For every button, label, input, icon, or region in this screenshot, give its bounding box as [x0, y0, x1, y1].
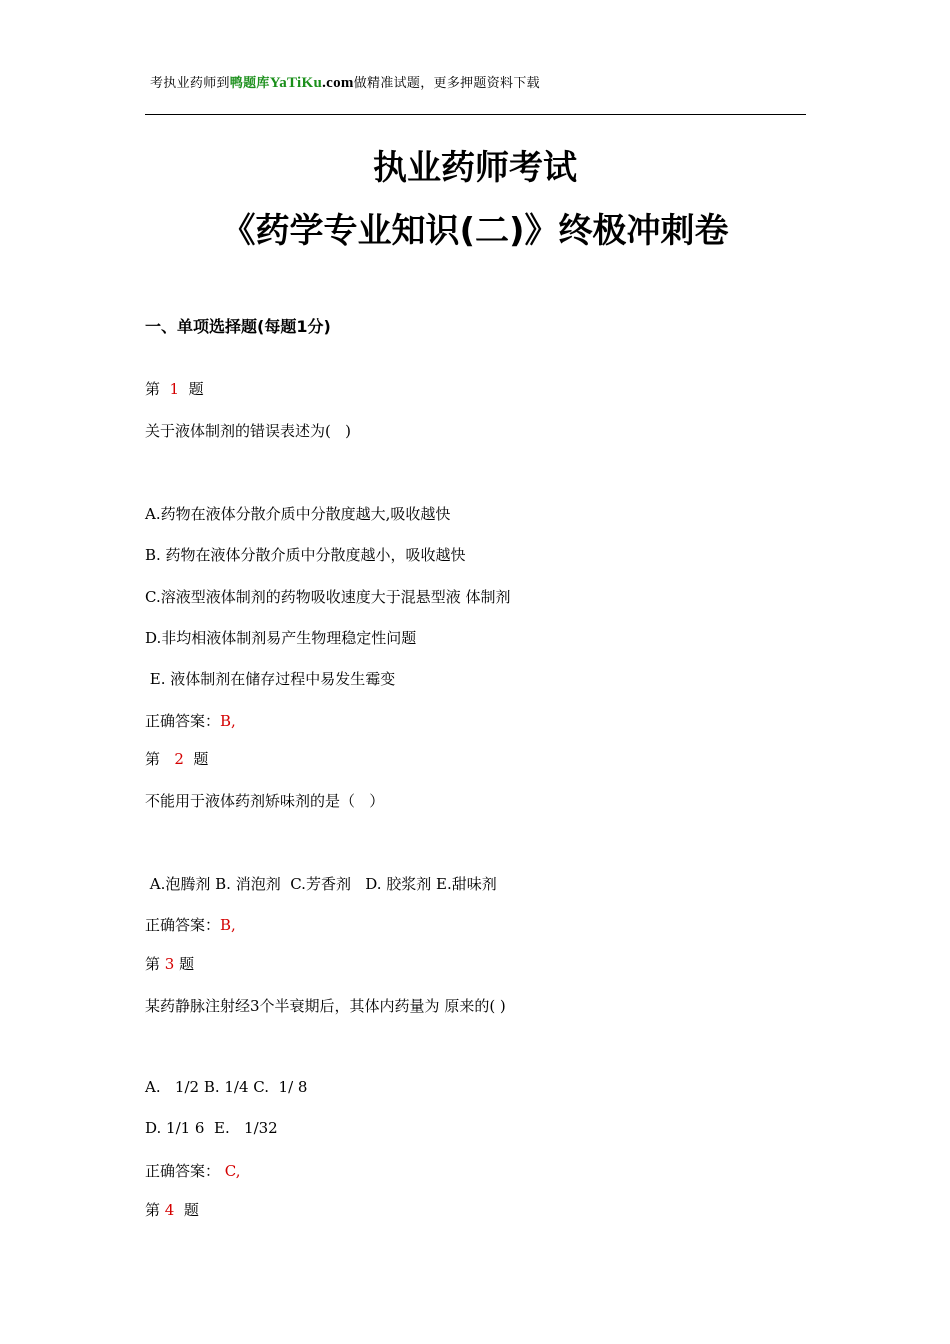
question-stem: 某药静脉注射经3个半衰期后，其体内药量为 原来的( )	[145, 997, 506, 1015]
question-stem: 关于液体制剂的错误表述为( )	[145, 422, 352, 440]
header-divider	[145, 114, 806, 115]
question-number: 第 3 题	[145, 955, 195, 973]
answer-line	[145, 710, 236, 731]
question-number-value: 3	[164, 955, 175, 973]
question-number-value: 4	[164, 1201, 175, 1219]
answer-label: 正确答案：	[145, 1162, 221, 1180]
question-option: E. 液体制剂在储存过程中易发生霉变	[145, 670, 396, 688]
question-option: D.非均相液体制剂易产生物理稳定性问题	[145, 629, 417, 647]
question-number: 第 1 题	[145, 380, 204, 398]
question-option: A.药物在液体分散介质中分散度越大,吸收越快	[145, 505, 451, 523]
question-option: A. 1/2 B. 1/4 C. 1/ 8	[145, 1078, 308, 1096]
question-number-value: 1	[169, 380, 180, 398]
question-number-value: 2	[174, 750, 184, 768]
brand-name-en: YaTiKu	[269, 75, 323, 91]
answer-value: C,	[220, 1162, 241, 1180]
question-option: D. 1/1 6 E. 1/32	[145, 1119, 278, 1137]
answer-label: 正确答案：	[145, 712, 221, 730]
question-number: 第 2 题	[145, 750, 209, 768]
section-heading: 一、单项选择题(每题1分)	[145, 317, 331, 336]
banner-suffix: 做精准试题，更多押题资料下载	[353, 76, 540, 91]
question-option: A.泡腾剂 B. 消泡剂 C.芳香剂 D. 胶浆剂 E.甜味剂	[145, 875, 497, 893]
question-stem: 不能用于液体药剂矫味剂的是（ ）	[145, 792, 385, 810]
document-subtitle: 《药学专业知识(二)》终极冲刺卷	[221, 211, 729, 251]
answer-line	[145, 1160, 241, 1181]
question-option: C.溶液型液体制剂的药物吸收速度大于混悬型液 体制剂	[145, 588, 511, 606]
banner-prefix: 考执业药师到	[150, 76, 230, 91]
site-banner	[150, 72, 540, 92]
question-option: B. 药物在液体分散介质中分散度越小，吸收越快	[145, 546, 466, 564]
document-title: 执业药师考试	[373, 148, 577, 188]
question-number: 第 4 题	[145, 1201, 199, 1219]
answer-label: 正确答案：	[145, 916, 221, 934]
brand-name-cn: 鸭题库	[229, 76, 270, 91]
answer-value: B,	[220, 712, 236, 730]
answer-value: B,	[220, 916, 236, 934]
answer-line	[145, 914, 236, 935]
brand-domain: .com	[322, 75, 354, 91]
